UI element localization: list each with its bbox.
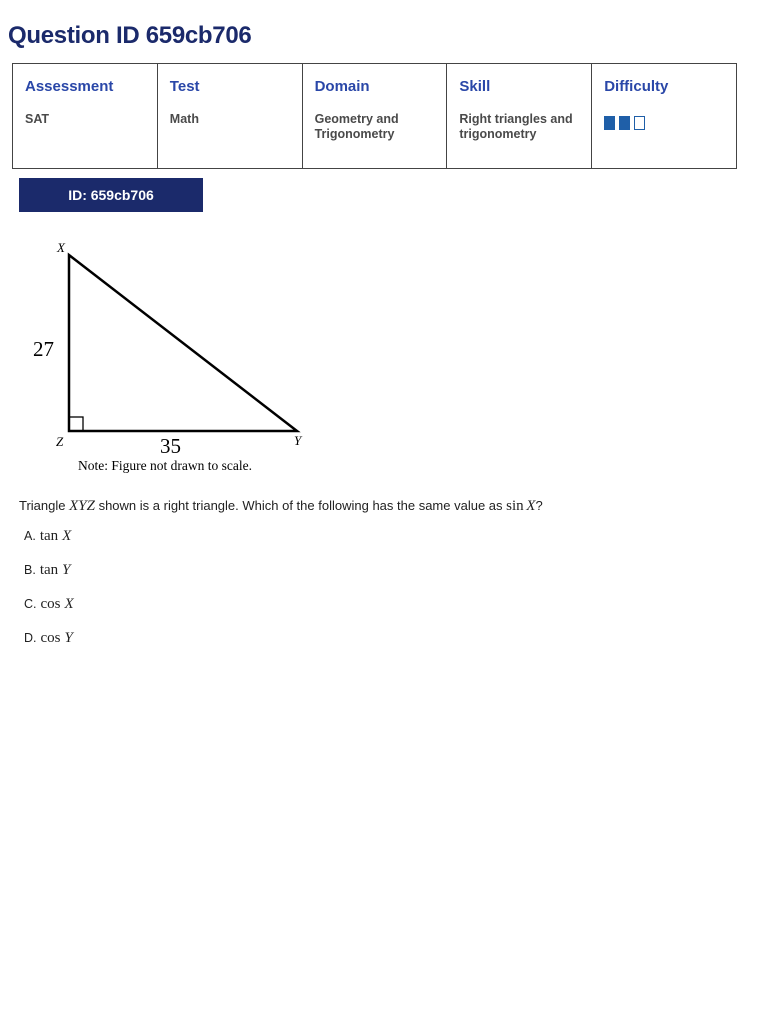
question-stem [19,498,543,515]
difficulty-box-empty [634,116,645,130]
choice-variable: X [64,596,74,612]
page-title: Question ID 659cb706 [8,22,252,49]
question-prefix: Triangle [19,498,70,513]
header-domain: Domain [302,64,447,104]
choice-function: cos [40,596,61,612]
question-function: sin [506,498,524,514]
header-test: Test [157,64,302,104]
question-suffix: ? [535,498,543,513]
header-difficulty: Difficulty [592,64,737,104]
difficulty-indicator [604,116,724,130]
value-assessment: SAT [13,104,158,169]
choice-function: tan [39,562,59,578]
right-angle-marker [69,417,83,431]
vertex-x-label: X [57,240,65,255]
value-difficulty [592,104,737,169]
triangle-diagram [24,236,304,476]
question-id-banner: ID: 659cb706 [19,178,203,212]
choice-d[interactable] [24,630,74,664]
value-test: Math [157,104,302,169]
question-metadata-table [12,63,737,169]
choice-letter: B. [24,563,36,577]
choice-b[interactable] [24,562,74,596]
header-assessment: Assessment [13,64,158,104]
triangle-figure [24,236,304,481]
value-domain: Geometry and Trigonometry [302,104,447,169]
vertex-z-label: Z [56,434,64,449]
difficulty-box-filled [604,116,615,130]
question-middle: shown is a right triangle. Which of the following has the same value as [94,498,507,513]
header-skill: Skill [447,64,592,104]
choice-letter: A. [24,529,36,543]
choice-letter: C. [24,597,37,611]
choice-a[interactable] [24,528,74,562]
value-skill: Right triangles and trigonometry [447,104,592,169]
choice-variable: X [62,528,72,544]
choice-function: cos [40,630,61,646]
vertex-y-label: Y [294,433,302,448]
answer-choices [24,528,74,664]
choice-c[interactable] [24,596,74,630]
side-xz-length: 27 [33,337,54,361]
choice-function: tan [39,528,59,544]
side-zy-length: 35 [160,434,181,458]
figure-note: Note: Figure not drawn to scale. [78,458,252,473]
question-variable: X [526,498,536,514]
difficulty-box-filled [619,116,630,130]
choice-variable: Y [64,630,73,646]
choice-letter: D. [24,631,37,645]
triangle-xyz [69,255,297,431]
triangle-name: XYZ [69,498,95,514]
choice-variable: Y [62,562,71,578]
